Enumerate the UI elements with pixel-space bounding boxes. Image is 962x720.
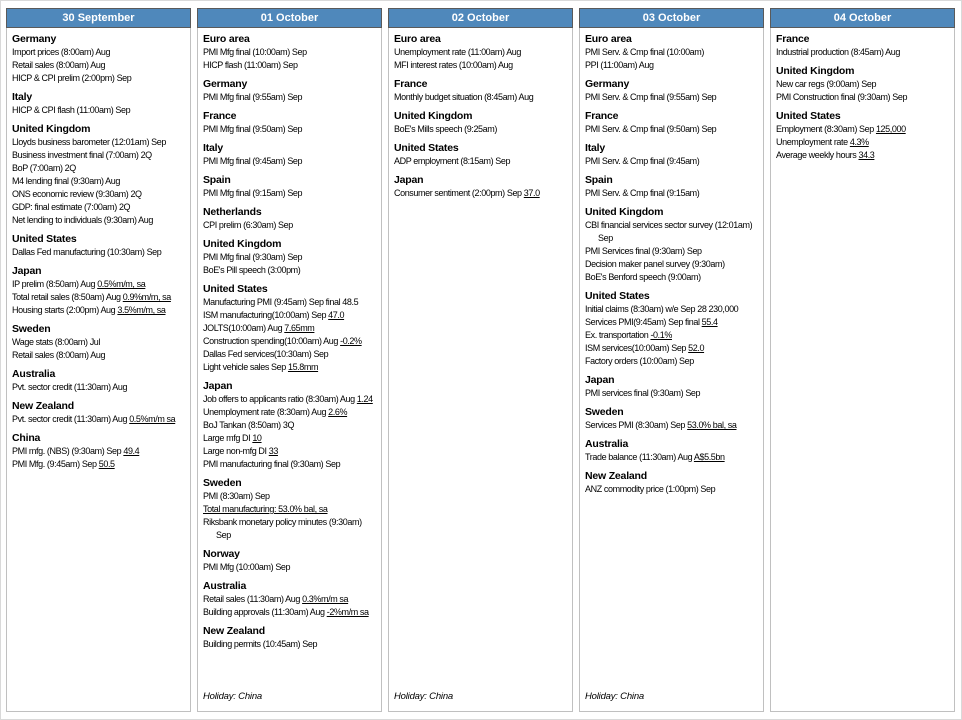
country-name: France [203, 110, 237, 122]
country-name: Sweden [12, 323, 51, 335]
event-value: 0.9%m/m, sa [122, 292, 171, 302]
country-name: New Zealand [203, 625, 265, 637]
event-item: Retail sales (8:00am) Aug [12, 350, 106, 360]
event-item: Building approvals (11:30am) Aug -2%m/m sa [203, 607, 369, 617]
event-item: Business investment final (7:00am) 2Q [12, 150, 152, 160]
holiday-note: Holiday: China [394, 691, 453, 702]
country-section [585, 469, 758, 496]
country-section [12, 322, 185, 362]
event-value: -2%m/m sa [326, 607, 369, 617]
country-section [203, 379, 376, 471]
event-item: ADP employment (8:15am) Sep [394, 156, 511, 166]
event-item: PMI Services final (9:30am) Sep [585, 246, 702, 256]
event-item: Services PMI(9:45am) Sep final 55.4 [585, 317, 718, 327]
event-value: 1.24 [356, 394, 373, 404]
event-item: PMI Serv. & Cmp final (9:45am) [585, 156, 700, 166]
country-name: Japan [203, 380, 233, 392]
event-item: Ex. transportation -0.1% [585, 330, 672, 340]
event-value: 2.6% [328, 407, 348, 417]
country-section [203, 32, 376, 72]
event-item: MFI interest rates (10:00am) Aug [394, 60, 513, 70]
calendar-column-5 [770, 8, 955, 712]
event-item: ISM manufacturing(10:00am) Sep 47.0 [203, 310, 345, 320]
column-body [579, 28, 764, 712]
country-section [585, 141, 758, 168]
event-item: Consumer sentiment (2:00pm) Sep 37.0 [394, 188, 540, 198]
event-value: -0.1% [650, 330, 672, 340]
country-section [776, 64, 949, 104]
country-name: United Kingdom [585, 206, 664, 218]
country-name: France [585, 110, 619, 122]
event-value: 33 [268, 446, 278, 456]
column-date-header: 02 October [388, 8, 573, 28]
country-name: Sweden [585, 406, 624, 418]
event-item: PMI Mfg final (9:55am) Sep [203, 92, 303, 102]
country-name: Netherlands [203, 206, 262, 218]
event-item: IP prelim (8:50am) Aug 0.5%m/m, sa [12, 279, 146, 289]
country-section [585, 173, 758, 200]
country-section [203, 579, 376, 619]
calendar-column-2 [197, 8, 382, 712]
country-section [585, 205, 758, 284]
event-item: Industrial production (8:45am) Aug [776, 47, 900, 57]
country-section [776, 32, 949, 59]
column-date-header: 30 September [6, 8, 191, 28]
event-item: Large non-mfg DI 33 [203, 446, 278, 456]
event-item: PMI Serv. & Cmp final (10:00am) [585, 47, 704, 57]
event-item: Dallas Fed manufacturing (10:30am) Sep [12, 247, 162, 257]
event-item: HICP flash (11:00am) Sep [203, 60, 298, 70]
event-item: ANZ commodity price (1:00pm) Sep [585, 484, 716, 494]
event-item: Retail sales (8:00am) Aug [12, 60, 106, 70]
country-name: Sweden [203, 477, 242, 489]
column-body [388, 28, 573, 712]
country-name: Australia [12, 368, 56, 380]
country-name: New Zealand [12, 400, 74, 412]
event-item: Sep [598, 233, 613, 243]
event-item: Pvt. sector credit (11:30am) Aug 0.5%m/m sa [12, 414, 176, 424]
event-value: 47.0 [328, 310, 345, 320]
column-body [6, 28, 191, 712]
country-section [203, 547, 376, 574]
column-date-header: 03 October [579, 8, 764, 28]
country-name: United States [12, 233, 77, 245]
event-item: CPI prelim (6:30am) Sep [203, 220, 293, 230]
event-item: Large mfg DI 10 [203, 433, 262, 443]
country-name: France [776, 33, 810, 45]
country-section [203, 141, 376, 168]
event-value: -0.2% [340, 336, 362, 346]
event-item: Monthly budget situation (8:45am) Aug [394, 92, 534, 102]
country-section [585, 32, 758, 72]
event-item: HICP & CPI prelim (2:00pm) Sep [12, 73, 132, 83]
event-value: 0.5%m/m sa [129, 414, 176, 424]
event-item: Factory orders (10:00am) Sep [585, 356, 694, 366]
country-section [203, 237, 376, 277]
country-name: Spain [585, 174, 613, 186]
country-name: Germany [203, 78, 248, 90]
country-section [394, 173, 567, 200]
event-item: Initial claims (8:30am) w/e Sep 28 230,000 [585, 304, 739, 314]
event-item: HICP & CPI flash (11:00am) Sep [12, 105, 131, 115]
event-item: Housing starts (2:00pm) Aug 3.5%m/m, sa [12, 305, 166, 315]
event-item: PMI mfg. (NBS) (9:30am) Sep 49.4 [12, 446, 140, 456]
event-item: BoE's Benford speech (9:00am) [585, 272, 701, 282]
column-body [197, 28, 382, 712]
event-item: PMI Mfg final (9:15am) Sep [203, 188, 303, 198]
event-item: CBI financial services sector survey (12:01am) [585, 220, 753, 230]
event-item: PMI services final (9:30am) Sep [585, 388, 701, 398]
country-section [203, 476, 376, 542]
country-section [585, 405, 758, 432]
event-value: 37.0 [523, 188, 540, 198]
country-section [585, 289, 758, 368]
event-item: PMI Construction final (9:30am) Sep [776, 92, 908, 102]
event-item: BoJ Tankan (8:50am) 3Q [203, 420, 295, 430]
event-item: Total retail sales (8:50am) Aug 0.9%m/m, sa [12, 292, 171, 302]
event-value: 55.4 [701, 317, 718, 327]
country-section [12, 90, 185, 117]
country-name: Italy [585, 142, 606, 154]
event-item: Import prices (8:00am) Aug [12, 47, 111, 57]
event-value: 3.5%m/m, sa [117, 305, 166, 315]
event-value: 34.3 [858, 150, 875, 160]
country-section [203, 173, 376, 200]
country-name: United States [203, 283, 268, 295]
country-name: France [394, 78, 428, 90]
event-item: Riksbank monetary policy minutes (9:30am) [203, 517, 362, 527]
country-section [203, 205, 376, 232]
event-item: Pvt. sector credit (11:30am) Aug [12, 382, 128, 392]
country-name: Euro area [203, 33, 250, 45]
country-name: Australia [203, 580, 247, 592]
event-item: PMI Mfg final (9:50am) Sep [203, 124, 303, 134]
event-item: Unemployment rate (11:00am) Aug [394, 47, 522, 57]
event-item: Building permits (10:45am) Sep [203, 639, 318, 649]
country-name: United Kingdom [394, 110, 473, 122]
event-item: ONS economic review (9:30am) 2Q [12, 189, 142, 199]
event-item: PMI Serv. & Cmp final (9:15am) [585, 188, 700, 198]
country-section [12, 367, 185, 394]
event-item: Light vehicle sales Sep 15.8mm [203, 362, 319, 372]
country-section [12, 122, 185, 227]
country-name: Norway [203, 548, 240, 560]
event-value: 0.3%m/m sa [302, 594, 349, 604]
event-item: New car regs (9:00am) Sep [776, 79, 877, 89]
event-item: Construction spending(10:00am) Aug -0.2% [203, 336, 362, 346]
country-section [585, 437, 758, 464]
event-value: 49.4 [123, 446, 140, 456]
event-item: Services PMI (8:30am) Sep 53.0% bal, sa [585, 420, 737, 430]
country-name: United States [394, 142, 459, 154]
event-value: 10 [252, 433, 262, 443]
country-section [203, 77, 376, 104]
holiday-note: Holiday: China [203, 691, 262, 702]
event-item: Retail sales (11:30am) Aug 0.3%m/m sa [203, 594, 349, 604]
event-item: M4 lending final (9:30am) Aug [12, 176, 120, 186]
event-item: PMI Mfg final (9:45am) Sep [203, 156, 303, 166]
calendar-column-3 [388, 8, 573, 712]
country-name: Japan [12, 265, 42, 277]
country-section [203, 109, 376, 136]
event-item: Unemployment rate (8:30am) Aug 2.6% [203, 407, 348, 417]
country-section [203, 282, 376, 374]
country-name: Euro area [585, 33, 632, 45]
country-name: New Zealand [585, 470, 647, 482]
event-value: 50.5 [98, 459, 115, 469]
event-item: BoP (7:00am) 2Q [12, 163, 76, 173]
country-name: Australia [585, 438, 629, 450]
event-item: ISM services(10:00am) Sep 52.0 [585, 343, 705, 353]
calendar-column-4 [579, 8, 764, 712]
event-item: PMI Mfg final (10:00am) Sep [203, 47, 307, 57]
country-section [585, 77, 758, 104]
event-item: PMI Mfg. (9:45am) Sep 50.5 [12, 459, 115, 469]
country-section [394, 141, 567, 168]
event-item [203, 503, 376, 516]
event-item: Decision maker panel survey (9:30am) [585, 259, 725, 269]
event-value: 53.0% bal, sa [687, 420, 737, 430]
country-section [12, 32, 185, 85]
event-item: PPI (11:00am) Aug [585, 60, 654, 70]
event-item: BoE's Mills speech (9:25am) [394, 124, 497, 134]
event-item: Dallas Fed services(10:30am) Sep [203, 349, 329, 359]
event-value: 52.0 [688, 343, 705, 353]
country-section [12, 264, 185, 317]
country-name: China [12, 432, 41, 444]
country-section [585, 373, 758, 400]
country-section [203, 624, 376, 651]
country-section [12, 232, 185, 259]
column-date-header: 04 October [770, 8, 955, 28]
country-name: United States [776, 110, 841, 122]
country-name: Euro area [394, 33, 441, 45]
event-item: Trade balance (11:30am) Aug A$5.5bn [585, 452, 725, 462]
event-item: Sep [216, 530, 231, 540]
event-item: Net lending to individuals (9:30am) Aug [12, 215, 153, 225]
event-item: PMI Serv. & Cmp final (9:55am) Sep [585, 92, 717, 102]
country-name: Germany [585, 78, 630, 90]
country-name: Germany [12, 33, 57, 45]
country-section [12, 399, 185, 426]
column-body [770, 28, 955, 712]
event-item: PMI Serv. & Cmp final (9:50am) Sep [585, 124, 717, 134]
event-item: PMI Mfg final (9:30am) Sep [203, 252, 303, 262]
country-name: Spain [203, 174, 231, 186]
country-name: United Kingdom [203, 238, 282, 250]
country-name: Japan [394, 174, 424, 186]
country-section [394, 109, 567, 136]
event-item: PMI manufacturing final (9:30am) Sep [203, 459, 341, 469]
event-item: JOLTS(10:00am) Aug 7.65mm [203, 323, 315, 333]
event-item: Wage stats (8:00am) Jul [12, 337, 101, 347]
column-date-header: 01 October [197, 8, 382, 28]
country-section [394, 77, 567, 104]
calendar [1, 1, 961, 719]
event-item: PMI Mfg (10:00am) Sep [203, 562, 291, 572]
event-item: Job offers to applicants ratio (8:30am) Aug 1.24 [203, 394, 373, 404]
country-name: United Kingdom [12, 123, 91, 135]
country-section [12, 431, 185, 471]
event-item: GDP: final estimate (7:00am) 2Q [12, 202, 131, 212]
event-value: Total manufacturing: 53.0% bal, sa [203, 504, 328, 514]
calendar-column-1 [6, 8, 191, 712]
event-value: A$5.5bn [693, 452, 725, 462]
event-value: 15.8mm [287, 362, 319, 372]
country-section [776, 109, 949, 162]
event-value: 7.65mm [284, 323, 315, 333]
country-section [585, 109, 758, 136]
event-item: Average weekly hours 34.3 [776, 150, 875, 160]
event-item: Manufacturing PMI (9:45am) Sep final 48.5 [203, 297, 359, 307]
country-name: Italy [203, 142, 224, 154]
event-item: Unemployment rate 4.3% [776, 137, 869, 147]
holiday-note: Holiday: China [585, 691, 644, 702]
country-name: United Kingdom [776, 65, 855, 77]
event-value: 0.5%m/m, sa [97, 279, 146, 289]
event-item: PMI (8:30am) Sep [203, 491, 270, 501]
event-item: Employment (8:30am) Sep 125,000 [776, 124, 906, 134]
country-name: Japan [585, 374, 615, 386]
country-name: Italy [12, 91, 33, 103]
event-value: 4.3% [849, 137, 869, 147]
event-item: BoE's Pill speech (3:00pm) [203, 265, 301, 275]
country-name: United States [585, 290, 650, 302]
country-section [394, 32, 567, 72]
event-value: 125,000 [875, 124, 906, 134]
event-item: Lloyds business barometer (12:01am) Sep [12, 137, 166, 147]
